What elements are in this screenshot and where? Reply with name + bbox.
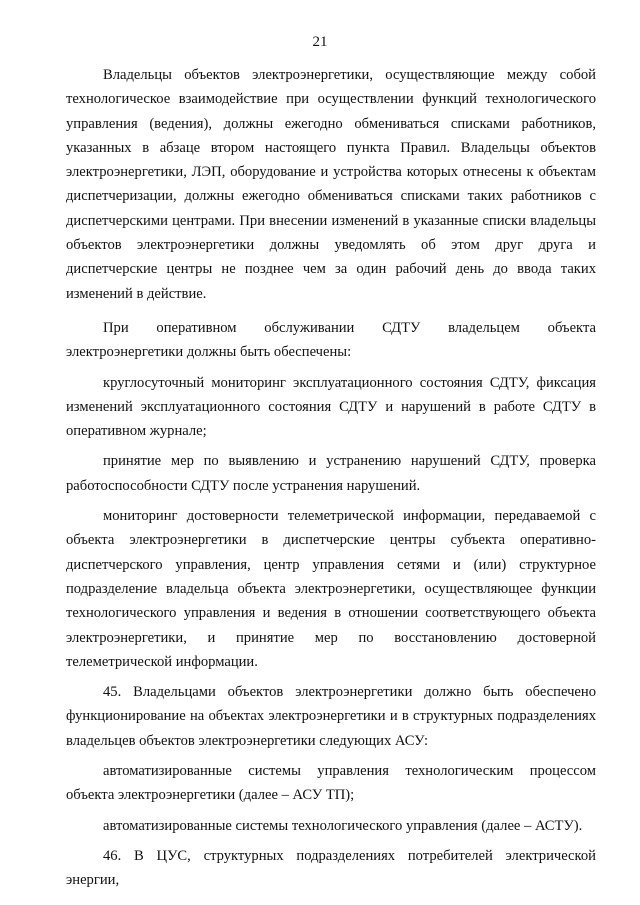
paragraph-item-45: 45. Владельцами объектов электроэнергетики должно быть обеспечено функционирование на объектах электроэнергетики и в структурных подразделениях владельцев объектов электроэнергетики следующих АСУ: <box>66 684 596 749</box>
paragraph-sdtu-monitoring: круглосуточный мониторинг эксплуатационного состояния СДТУ, фиксация изменений эксплуатационного состояния СДТУ и нарушений в работе СДТУ в оперативном журнале; <box>66 374 596 440</box>
paragraph-participants-lists: Владельцы объектов электроэнергетики, осуществляющие между собой технологическое взаимодействие при осуществлении функций технологического управления (ведения), должны ежегодно обмениваться списками работников, указанных в абзаце втором настоящего пункта Правил. Владельцы объектов электроэнергетики, ЛЭП, оборудование и устройства которых отнесены к объектам диспетчеризации, должны ежегодно обмениваться списками таких работников с диспетчерскими центрами. При внесении изменений в указанные списки владельцы объектов электроэнергетики должны уведомлять об этом друг друга и диспетчерские центры не позднее чем за один рабочий день до ввода таких изменений в действие. <box>66 67 596 302</box>
document-body <box>66 63 596 899</box>
paragraph-sdtu-measures: принятие мер по выявлению и устранению нарушений СДТУ, проверка работоспособности СДТУ после устранения нарушений. <box>66 453 596 494</box>
paragraph-item-46: 46. В ЦУС, структурных подразделениях потребителей электрической энергии, <box>66 847 596 889</box>
page-number: 21 <box>312 34 328 50</box>
paragraph-telemetry-monitoring: мониторинг достоверности телеметрической информации, передаваемой с объекта электроэнергетики в диспетчерские центры субъекта оперативно-диспетчерского управления, центр управления сетями и (или) структурное подразделение владельца объекта электроэнергетики, осуществляющее функции технологического управления и ведения в отношении соответствующего объекта электроэнергетики, и принятие мер по восстановлению достоверной телеметрической информации. <box>66 508 596 670</box>
paragraph-asu-tp: автоматизированные системы управления технологическим процессом объекта электроэнергетики (далее – АСУ ТП); <box>66 763 596 804</box>
paragraph-sdtu-intro: При оперативном обслуживании СДТУ владельцем объекта электроэнергетики должны быть обеспечены: <box>66 319 596 361</box>
paragraph-astu: автоматизированные системы технологического управления (далее – АСТУ). <box>103 817 583 834</box>
